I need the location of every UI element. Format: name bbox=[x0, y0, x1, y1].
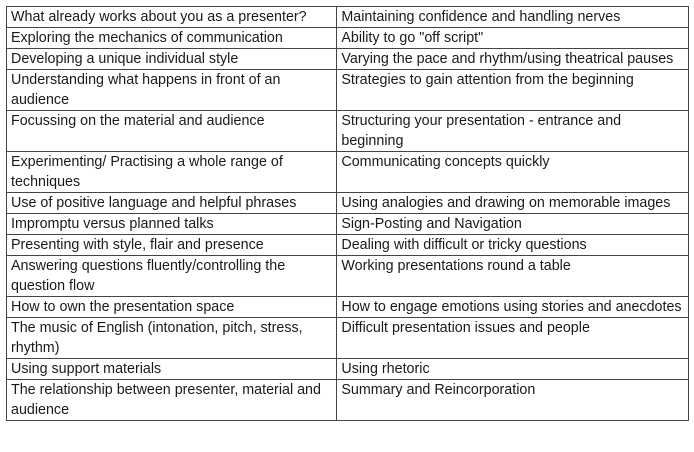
table-row bbox=[7, 214, 689, 235]
table-cell-right: Structuring your presentation - entrance and beginning bbox=[337, 111, 689, 152]
table-cell-left: Impromptu versus planned talks bbox=[7, 214, 337, 235]
table-cell-right: Using rhetoric bbox=[337, 359, 689, 380]
table-row bbox=[7, 49, 689, 70]
topics-table-body bbox=[7, 7, 689, 421]
table-cell-left: How to own the presentation space bbox=[7, 297, 337, 318]
table-row bbox=[7, 111, 689, 152]
table-cell-left: Answering questions fluently/controlling the question flow bbox=[7, 256, 337, 297]
table-row bbox=[7, 28, 689, 49]
table-cell-right: Using analogies and drawing on memorable images bbox=[337, 193, 689, 214]
table-cell-right: How to engage emotions using stories and anecdotes bbox=[337, 297, 689, 318]
table-row bbox=[7, 256, 689, 297]
table-cell-left: Focussing on the material and audience bbox=[7, 111, 337, 152]
table-row bbox=[7, 380, 689, 421]
table-row bbox=[7, 235, 689, 256]
table-cell-left: Using support materials bbox=[7, 359, 337, 380]
table-cell-left: Exploring the mechanics of communication bbox=[7, 28, 337, 49]
table-cell-right: Maintaining confidence and handling nerves bbox=[337, 7, 689, 28]
table-cell-left: Presenting with style, flair and presence bbox=[7, 235, 337, 256]
table-cell-left: The music of English (intonation, pitch, stress, rhythm) bbox=[7, 318, 337, 359]
table-cell-right: Communicating concepts quickly bbox=[337, 152, 689, 193]
table-cell-left: Experimenting/ Practising a whole range of techniques bbox=[7, 152, 337, 193]
table-row bbox=[7, 318, 689, 359]
table-cell-right: Ability to go "off script" bbox=[337, 28, 689, 49]
table-cell-right: Varying the pace and rhythm/using theatrical pauses bbox=[337, 49, 689, 70]
table-row bbox=[7, 152, 689, 193]
table-row bbox=[7, 297, 689, 318]
table-cell-left: Understanding what happens in front of an audience bbox=[7, 70, 337, 111]
table-cell-left: What already works about you as a presenter? bbox=[7, 7, 337, 28]
table-cell-left: Developing a unique individual style bbox=[7, 49, 337, 70]
table-row bbox=[7, 359, 689, 380]
table-cell-right: Working presentations round a table bbox=[337, 256, 689, 297]
table-cell-left: The relationship between presenter, material and audience bbox=[7, 380, 337, 421]
topics-table bbox=[6, 6, 689, 421]
table-row bbox=[7, 7, 689, 28]
table-cell-right: Strategies to gain attention from the beginning bbox=[337, 70, 689, 111]
table-row bbox=[7, 193, 689, 214]
table-cell-left: Use of positive language and helpful phrases bbox=[7, 193, 337, 214]
table-cell-right: Difficult presentation issues and people bbox=[337, 318, 689, 359]
table-cell-right: Sign-Posting and Navigation bbox=[337, 214, 689, 235]
table-row bbox=[7, 70, 689, 111]
table-cell-right: Summary and Reincorporation bbox=[337, 380, 689, 421]
table-cell-right: Dealing with difficult or tricky questions bbox=[337, 235, 689, 256]
